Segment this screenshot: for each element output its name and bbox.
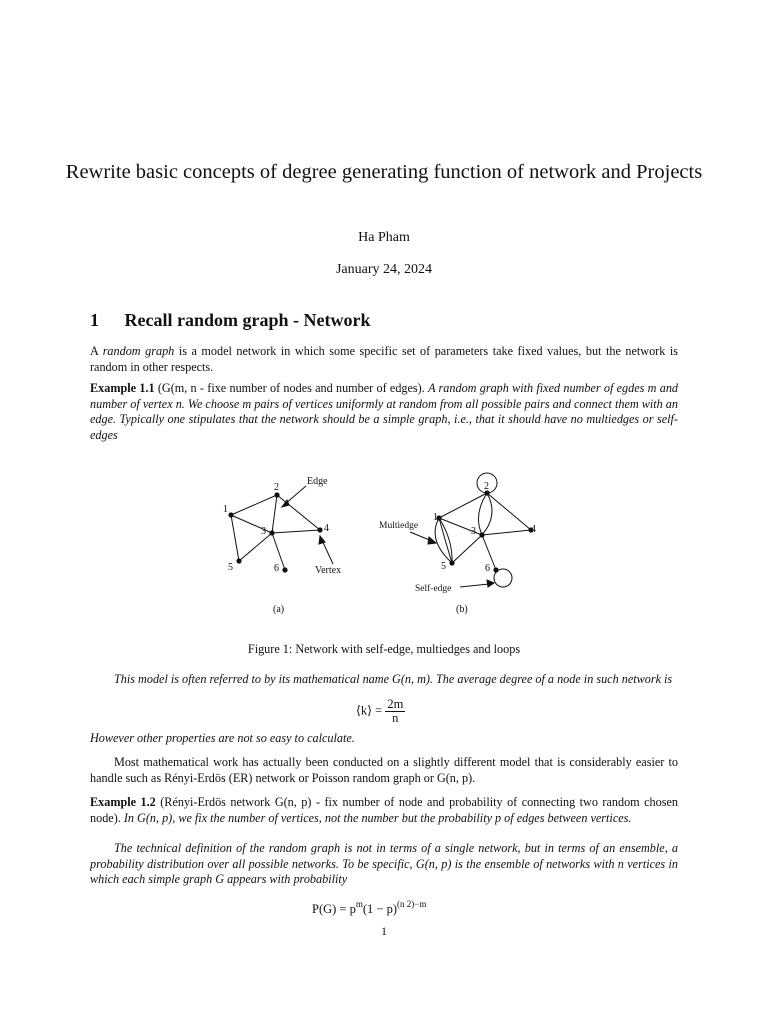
graph-a-labels xyxy=(223,476,341,615)
eq-denominator: n xyxy=(392,711,399,725)
eq-fraction xyxy=(385,698,405,725)
vertex-label: Vertex xyxy=(315,565,342,576)
node-label: 4 xyxy=(324,523,329,534)
node-label: 5 xyxy=(441,561,446,572)
node-label: 2 xyxy=(274,482,279,493)
eq-mid: (1 − p) xyxy=(362,902,397,916)
node-label: 2 xyxy=(484,481,489,492)
edge xyxy=(231,495,277,515)
equation-probability xyxy=(312,899,426,917)
node xyxy=(274,492,279,497)
edge xyxy=(487,493,531,530)
arrowhead xyxy=(487,580,494,587)
edge-label: Edge xyxy=(307,476,328,487)
selfedge-pointer-arrow xyxy=(460,584,489,587)
equation-average-degree xyxy=(356,698,405,725)
edge xyxy=(272,530,320,533)
intro-article: A xyxy=(90,344,99,358)
paragraph-er-model: Most mathematical work has actually been conducted on a slightly different model that is considerably easier to handle such as Rényi-Erdös (ER) network or Poisson random graph or G(n, p). xyxy=(90,755,678,785)
intro-term: random graph xyxy=(102,344,175,358)
paragraph-gnm: This model is often referred to by its mathematical name G(n, m). The average degree of a node in such network is xyxy=(114,672,673,686)
eq-exp-binomial: (n 2)−m xyxy=(397,899,427,909)
multiedge-label: Multiedge xyxy=(379,521,419,531)
graph-b-labels xyxy=(379,481,536,615)
edge xyxy=(239,533,272,561)
node-label: 3 xyxy=(471,526,476,537)
sublabel-a: (a) xyxy=(273,604,285,615)
example-1-1 xyxy=(90,381,678,443)
paragraph-other-properties: However other properties are not so easy to calculate. xyxy=(90,731,355,745)
arrowhead xyxy=(428,537,436,544)
paragraph-intro xyxy=(90,344,678,375)
example-head: (Rényi-Erdös network G(n, p) - fix number of node and probability of connecting two random chosen node). xyxy=(90,795,678,825)
node-label: 4 xyxy=(531,524,536,535)
example-label: Example 1.2 xyxy=(90,795,156,809)
node-label: 6 xyxy=(485,563,490,574)
edge xyxy=(272,495,277,533)
node xyxy=(228,512,233,517)
node xyxy=(317,527,322,532)
arrowhead xyxy=(282,500,289,507)
node-label: 1 xyxy=(433,512,438,523)
node-label: 3 xyxy=(261,526,266,537)
eq-lhs: P(G) = p xyxy=(312,902,356,916)
example-label: Example 1.1 xyxy=(90,381,155,395)
section-title: Recall random graph - Network xyxy=(124,310,371,330)
node-label: 6 xyxy=(274,563,279,574)
date: January 24, 2024 xyxy=(335,262,433,277)
graph-a xyxy=(231,486,333,570)
node xyxy=(493,567,498,572)
edge xyxy=(482,530,531,535)
node xyxy=(282,567,287,572)
network-figure xyxy=(205,460,545,628)
edge xyxy=(452,535,482,563)
edge-pointer-arrow xyxy=(285,486,306,504)
example-1-2 xyxy=(90,795,678,826)
example-head: (G(m, n - fixe number of nodes and number of edges). xyxy=(157,381,425,395)
edge xyxy=(439,493,487,518)
node xyxy=(479,532,484,537)
section-number: 1 xyxy=(90,310,99,330)
selfedge-label: Self-edge xyxy=(415,584,452,594)
page-number: 1 xyxy=(381,924,387,938)
node xyxy=(236,558,241,563)
example-body: In G(n, p), we fix the number of vertices, not the number but the probability p of edges between vertices. xyxy=(123,810,632,825)
paper-title: Rewrite basic concepts of degree generating function of network and Projects xyxy=(65,161,703,183)
arrowhead xyxy=(319,536,325,544)
example-body: A random graph with fixed number of egdes m and number of vertex n. We choose m pairs of vertices uniformly at random from all possible pairs and connect them with an edge. Typically one stipulates that the network should be a simple graph, i.e., that it should have no multiedges or self-edges xyxy=(90,381,679,442)
multiedge xyxy=(478,493,487,535)
intro-rest: is a model network in which some specific set of parameters take fixed values, but the network is random in other respects. xyxy=(90,344,678,374)
eq-numerator: 2m xyxy=(387,697,404,711)
paragraph-ensemble: The technical definition of the random graph is not in terms of a single network, but in terms of an ensemble, a probability distribution over all possible networks. To be specific, G(n, p) is the ensemble of networks with n vertices in which each simple graph G appears with probability xyxy=(90,841,678,886)
node xyxy=(449,560,454,565)
edge xyxy=(231,515,239,561)
edge xyxy=(277,495,320,530)
author: Ha Pham xyxy=(358,230,410,245)
vertex-pointer-arrow xyxy=(322,540,333,564)
section-heading xyxy=(90,310,370,331)
eq-lhs: ⟨k⟩ = xyxy=(356,703,383,718)
node-label: 5 xyxy=(228,562,233,573)
sublabel-b: (b) xyxy=(456,604,468,615)
node-label: 1 xyxy=(223,504,228,515)
eq-exp-m: m xyxy=(355,899,363,909)
node xyxy=(269,530,274,535)
figure-caption: Figure 1: Network with self-edge, multiedges and loops xyxy=(247,642,521,656)
